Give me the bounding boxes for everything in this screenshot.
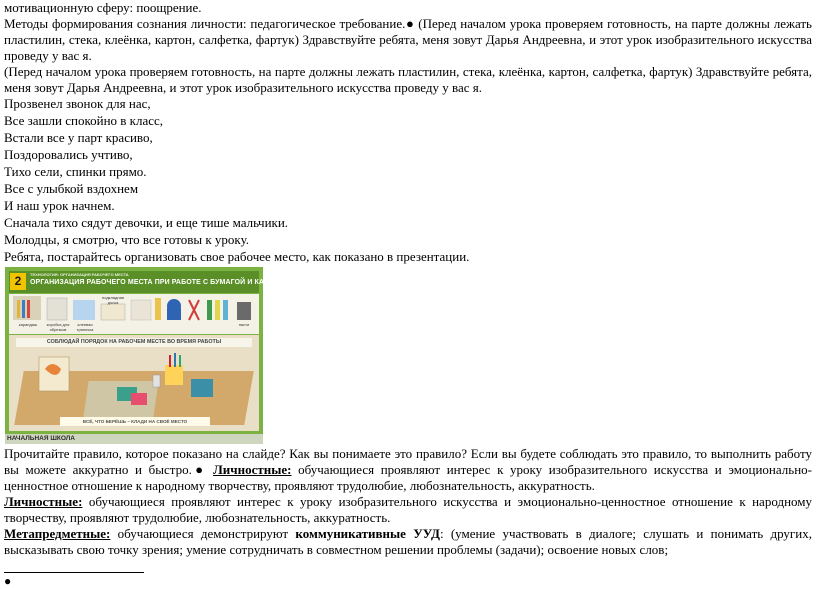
glue-stick-shape <box>155 298 161 320</box>
metasubject-label: Метапредметные: <box>4 526 111 542</box>
poem-line: Встали все у парт красиво, <box>4 130 153 146</box>
slide-number-badge: 2 <box>10 273 26 290</box>
instruction-line: Сначала тихо сядут девочки, и еще тише мальчики. <box>4 215 289 231</box>
bullet-marker: ● <box>4 574 12 589</box>
ruler-shape <box>237 302 251 320</box>
personal-text-2: обучающиеся проявляют интерес к уроку изобразительного искусства и эмоционально-ценностное отношение к народному творчеству, проявляют трудолюбие, любознательность, аккуратность. <box>4 494 812 526</box>
rule-text: Прочитайте правило, которое показано на слайде? Как вы понимаете это правило? Если вы будете соблюдать это правило, то выполнить работу вы можете аккуратно и быстро.● <box>4 446 812 478</box>
personal-label-2: Личностные: <box>4 494 83 510</box>
shelf-label: коробка для обрезков <box>46 322 70 333</box>
slide-footer-label: НАЧАЛЬНАЯ ШКОЛА <box>7 435 75 443</box>
board-shape <box>101 304 125 320</box>
pencil-cup-shape <box>165 365 183 385</box>
slide-kicker: ТЕХНОЛОГИЯ: ОРГАНИЗАЦИЯ РАБОЧЕГО МЕСТА <box>30 272 129 278</box>
slide-title: ОРГАНИЗАЦИЯ РАБОЧЕГО МЕСТА ПРИ РАБОТЕ С БУМАГОЙ И КАРТОНОМ <box>30 279 296 287</box>
metasubject-lead: обучающиеся демонстрируют <box>110 526 296 542</box>
preparation-paragraph: (Перед началом урока проверяем готовность, на парте должны лежать пластилин, стека, клеёнка, картон, салфетка, фартук) Здравствуйте ребята, меня зовут Дарья Андреевна, и этот урок изобразительного искусства проведу у вас я. <box>4 64 812 95</box>
poem-line: Поздоровались учтиво, <box>4 147 133 163</box>
metasubject-paragraph <box>4 526 812 558</box>
personal-label: Личностные: <box>213 462 292 478</box>
rule-paragraph <box>4 446 812 494</box>
personal-text: обучающиеся проявляют интерес к уроку изобразительного искусства и эмоционально-ценностное отношение к народному творчеству, проявляют трудолюбие, любознательность, аккуратность. <box>4 462 812 494</box>
shelf-label: карандаш <box>18 322 38 328</box>
slide-rule-note: ВСЁ, ЧТО БЕРЁШЬ – КЛАДИ НА СВОЁ МЕСТО <box>60 417 210 426</box>
shelf-label: клеевая тряпочка <box>76 322 94 333</box>
poem-line: Все зашли спокойно в класс, <box>4 113 164 129</box>
tools-shelf <box>9 294 259 334</box>
shelf-label: пасти <box>238 322 250 328</box>
methods-paragraph: Методы формирования сознания личности: педагогическое требование.● (Перед началом урока проверяем готовность, на парте должны лежать пластилин, стека, клеёнка, картон, салфетка, фартук) Здравствуйте ребята, меня зовут Дарья Андреевна, и этот урок изобразительного искусства проведу у вас я. <box>4 16 812 63</box>
metasubject-text: : (умение участвовать в диалоге; слушать и понимать других, высказывать свою точку зрения; умение сотрудничать в совместном решении проблемы (задачи); освоение новых слов; <box>4 526 812 558</box>
cloth-shape <box>73 300 95 320</box>
instruction-line: Молодцы, я смотрю, что все готовы к уроку. <box>4 232 250 248</box>
greeting-poem <box>4 96 812 265</box>
scrap-box-shape <box>47 298 67 320</box>
poem-line: И наш урок начнем. <box>4 198 115 214</box>
shelf-label: подкладная доска <box>102 295 124 306</box>
instruction-line: Ребята, постарайтесь организовать свое рабочее место, как показано в презентации. <box>4 249 470 265</box>
top-line: мотивационную сферу: поощрение. <box>4 0 202 15</box>
poem-line: Все с улыбкой вздохнем <box>4 181 139 197</box>
slide-banner: СОБЛЮДАЙ ПОРЯДОК НА РАБОЧЕМ МЕСТЕ ВО ВРЕМЯ РАБОТЫ <box>16 338 252 347</box>
personal-results-paragraph <box>4 494 812 526</box>
paper-sheet-shape <box>191 379 213 397</box>
communicative-label: коммуникативные УУД <box>295 526 440 542</box>
poem-line: Тихо сели, спинки прямо. <box>4 164 147 180</box>
presentation-slide-image <box>5 267 296 444</box>
poem-line: Прозвенел звонок для нас, <box>4 96 151 111</box>
scissors-shape <box>189 300 199 320</box>
